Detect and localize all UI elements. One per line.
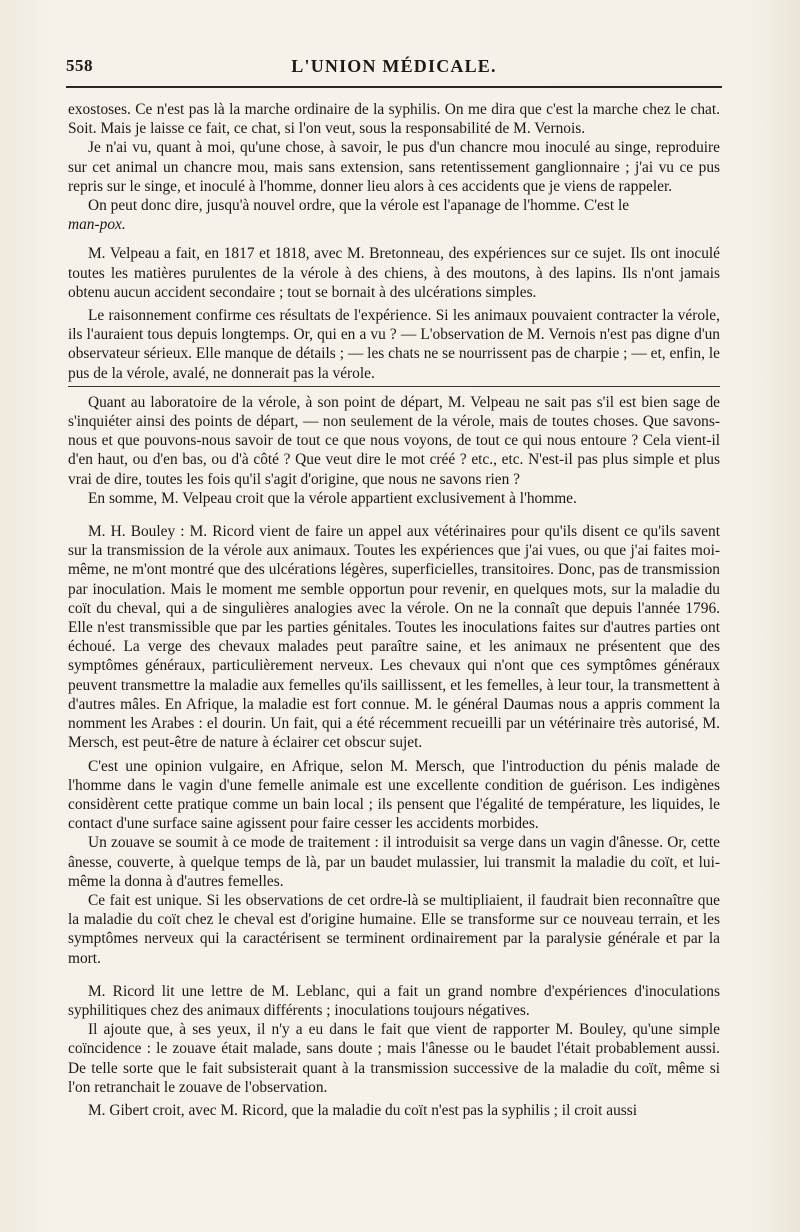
- paragraph: M. H. Bouley : M. Ricord vient de faire un appel aux vétérinaires pour qu'ils disent ce qu'ils savent sur la transmission de la vérole aux animaux. Toutes les expériences que j'ai vues, ou que j'ai faites moi-même, ne m'ont montré que des ulcérations légères, superficielles, transitoires. Donc, pas de transmission par inoculation. Mais le moment me semble opportun pour revenir, en quelques mots, sur la maladie du coït du cheval, qui a de singulières analogies avec la vérole. On ne la connaît que depuis l'année 1796. Elle n'est transmissible que par les parties génitales. Toutes les inoculations faites sur d'autres parties ont échoué. La verge des chevaux malades peut paraître saine, et les animaux ne présentent que des symptômes généraux, particulièrement nerveux. Les chevaux qui n'ont que ces symptômes généraux peuvent transmettre la maladie aux femelles qu'ils saillissent, et les femelles, à leur tour, la transmettent à d'autres mâles. En Afrique, la maladie est fort connue. M. le général Daumas nous a appris comment la nomment les Arabes : el dourin. Un fait, qui a été récemment recueilli par un vétérinaire très autorisé, M. Mersch, est peut-être de nature à éclairer cet obscur sujet.: [68, 523, 720, 752]
- paragraph-continuation: man-pox.: [68, 216, 126, 234]
- paragraph: M. Velpeau a fait, en 1817 et 1818, avec M. Bretonneau, des expériences sur ce sujet. Ils ont inoculé toutes les matières purulentes de la vérole à des chiens, à des moutons, à des lapins. Ils n'ont jamais obtenu aucun accident secondaire ; tout se bornait à des ulcérations simples.: [68, 245, 720, 301]
- article-body: [68, 100, 720, 1120]
- paragraph: exostoses. Ce n'est pas là la marche ordinaire de la syphilis. On me dira que c'est la marche chez le chat. Soit. Mais je laisse ce fait, ce chat, si l'on veut, sous la responsabilité de M. Vernois.: [68, 101, 720, 138]
- page-number: 558: [66, 56, 93, 75]
- paragraph: En somme, M. Velpeau croit que la vérole appartient exclusivement à l'homme.: [88, 489, 577, 507]
- paragraph: Quant au laboratoire de la vérole, à son point de départ, M. Velpeau ne sait pas s'il est bien sage de s'inquiéter ainsi des points de départ, — non seulement de la vérole, mais de toutes choses. Que savons-nous et que pouvons-nous savoir de tout ce que nous voyons, de tout ce qui nous entoure ? Cela vient-il d'en haut, ou d'en bas, ou d'à côté ? Que veut dire le mot créé ? etc., etc. N'est-il pas plus simple et plus vrai de dire, toutes les fois qu'il s'agit d'origine, que nous ne savons rien ?: [68, 393, 720, 488]
- paragraph: C'est une opinion vulgaire, en Afrique, selon M. Mersch, que l'introduction du pénis malade de l'homme dans le vagin d'une femelle animale est une excellente condition de guérison. Les indigènes considèrent cette pratique comme un bain local ; ils pensent que l'égalité de température, les liquides, le contact d'une surface saine agissent pour faire cesser les accidents morbides.: [68, 757, 720, 833]
- header-rule: [66, 86, 722, 88]
- paragraph: M. Gibert croit, avec M. Ricord, que la maladie du coït n'est pas la syphilis ; il croit aussi: [88, 1101, 638, 1119]
- paragraph: Je n'ai vu, quant à moi, qu'une chose, à savoir, le pus d'un chancre mou inoculé au singe, reproduire sur cet animal un chancre mou, mais sans extension, sans retentissement ganglionnaire ; j'ai vu ce pus repris sur le singe, et inoculé à l'homme, donner lieu alors à ces accidents que je viens de rappeler.: [68, 139, 720, 195]
- paragraph: On peut donc dire, jusqu'à nouvel ordre, que la vérole est l'apanage de l'homme. C'est le: [88, 197, 630, 215]
- paragraph: M. Ricord lit une lettre de M. Leblanc, qui a fait un grand nombre d'expériences d'inoculations syphilitiques chez des animaux différents ; inoculations toujours négatives.: [68, 982, 720, 1019]
- page-header: [66, 56, 722, 84]
- paragraph: Un zouave se soumit à ce mode de traitement : il introduisit sa verge dans un vagin d'ânesse. Or, cette ânesse, couverte, à quelque temps de là, par un baudet mulassier, lui transmit la maladie du coït, et lui-même la donna à d'autres femelles.: [68, 834, 720, 890]
- paragraph: Le raisonnement confirme ces résultats de l'expérience. Si les animaux pouvaient contracter la vérole, ils l'auraient tous depuis longtemps. Or, qui en a vu ? — L'observation de M. Vernois n'est pas digne d'un observateur sérieux. Elle manque de détails ; — les chats ne se nourrissent pas de charpie ; — et, enfin, le pus de la vérole, avalé, ne donnerait pas la vérole.: [68, 307, 720, 382]
- paragraph: Ce fait est unique. Si les observations de cet ordre-là se multipliaient, il faudrait bien reconnaître que la maladie du coït chez le cheval est d'origine humaine. Elle se transforme sur ce nouveau terrain, et les symptômes nerveux qui la caractérisent se terminent ordinairement par la paralysie générale et par la mort.: [68, 891, 720, 967]
- section-divider: [68, 386, 720, 387]
- running-head: L'UNION MÉDICALE.: [291, 56, 497, 76]
- paragraph: Il ajoute que, à ses yeux, il n'y a eu dans le fait que vient de rapporter M. Bouley, qu'une simple coïncidence : le zouave était malade, sans doute ; mais l'ânesse ou le baudet l'était probablement aussi. De telle sorte que le fait subsisterait quant à la transmission successive de la maladie du coït, même si l'on retranchait le zouave de l'observation.: [68, 1021, 720, 1096]
